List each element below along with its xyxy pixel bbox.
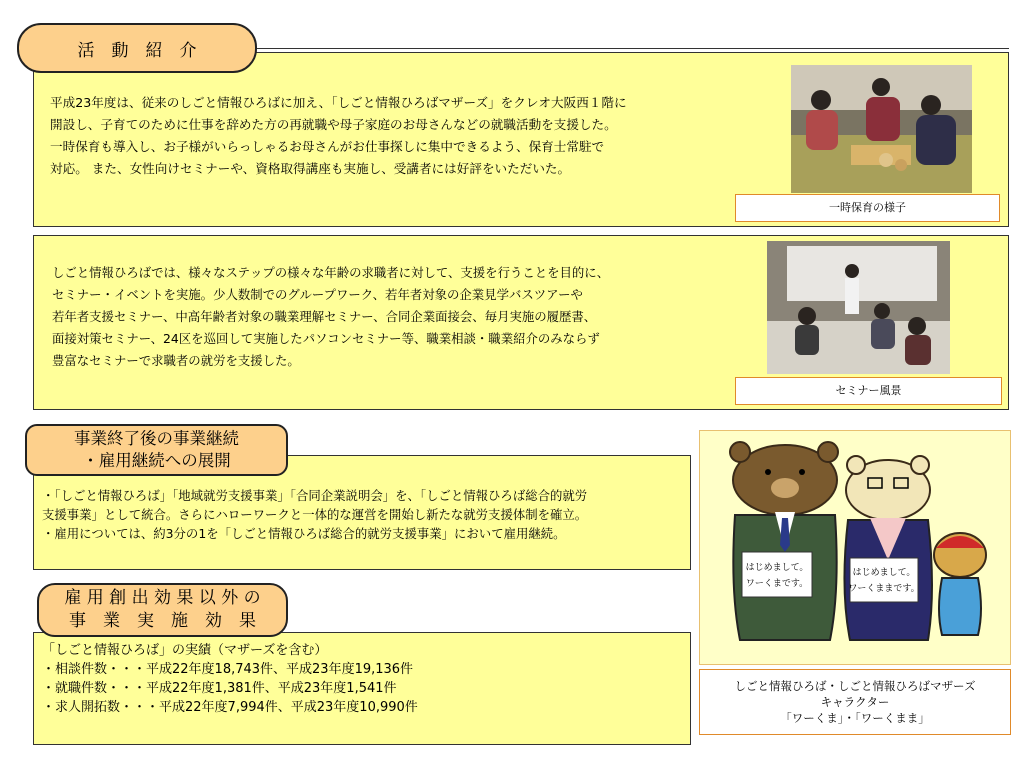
sign-wakuma-line2: ワーくまです。 (745, 579, 809, 589)
sign-wakuma-line1: はじめまして。 (745, 563, 809, 573)
activity-text: 平成23年度は、従来のしごと情報ひろばに加え、「しごと情報ひろばマザーズ」をクレオ大阪西１階に 開設し、子育てのために仕事を辞めた方の再就職や母子家庭のお母さんなどの就職活動を支援した。 一時保育も導入し、お子様がいらっしゃるお母さんがお仕事探しに集中できるよう、保育士常駐で 対応。 また、女性向けセミナーや、資格取得講座も実施し、受講者には好評をいただいた。 (50, 95, 627, 176)
seminar-photo (767, 241, 950, 374)
section-title-effects: 雇 用 創 出 効 果 以 外 の 事 業 実 施 効 果 (37, 583, 288, 637)
section-title-continuation: 事業終了後の事業継続 ・雇用継続への展開 (25, 424, 288, 476)
small-bear-icon (934, 533, 986, 635)
seminar-photo-caption: セミナー風景 (735, 377, 1002, 405)
childcare-photo-caption: 一時保育の様子 (735, 194, 1000, 222)
childcare-photo (791, 65, 972, 193)
character-illustration (690, 440, 1015, 645)
sign-wakumama-line2: ワーくままです。 (848, 584, 920, 594)
seminar-text: しごと情報ひろばでは、様々なステップの様々な年齢の求職者に対して、支援を行うことを目的に、 セミナー・イベントを実施。少人数制でのグループワーク、若年者対象の企業見学バスツアーや 若年者支援セミナー、中高年齢者対象の職業理解セミナー、合同企業面接会、毎月実施の履歴書、 面接対策セミナー、24区を巡回して実施したパソコンセミナー等、職業相談・職業紹介のみならず 豊富なセミナーで求職者の就労を支援した。 (52, 265, 610, 368)
wakuma-bear-icon (730, 442, 838, 640)
character-caption: しごと情報ひろば・しごと情報ひろばマザーズ キャラクター 「ワーくま」・「ワーくまま」 (699, 669, 1011, 735)
effects-text: 「しごと情報ひろば」の実績（マザーズを含む） ・相談件数・・・平成22年度18,743件、平成23年度19,136件 ・就職件数・・・平成22年度1,381件、平成23年度1,541件 ・求人開拓数・・・平成22年度7,994件、平成23年度10,990件 (42, 643, 418, 715)
section-title-activity: 活 動 紹 介 (17, 23, 257, 73)
continuation-text: ・「しごと情報ひろば」「地域就労支援事業」「合同企業説明会」を、「しごと情報ひろば総合的就労 支援事業」として統合。さらにハローワークと一体的な運営を開始し新たな就労支援体制を確立。 ・雇用については、約3分の1を「しごと情報ひろば総合的就労支援事業」において雇用継続。 (42, 488, 588, 541)
wakumama-bear-icon (844, 456, 932, 640)
sign-wakumama-line1: はじめまして。 (852, 568, 916, 578)
title-rule-1 (255, 48, 1009, 49)
